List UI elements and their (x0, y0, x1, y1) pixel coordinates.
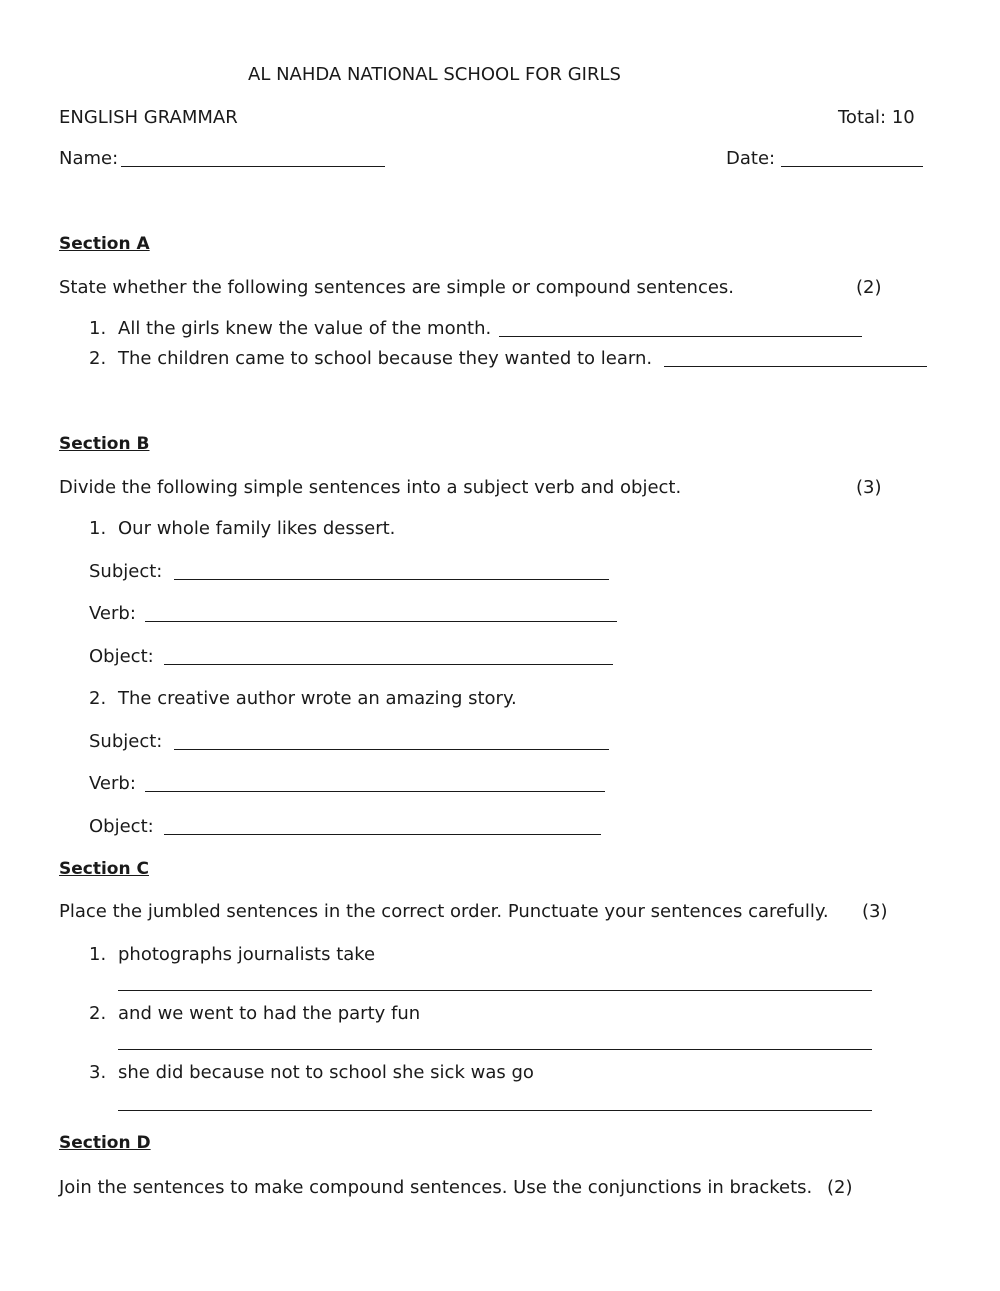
section-b-instruction: Divide the following simple sentences into a subject verb and object. (59, 477, 682, 498)
total-marks: Total: 10 (838, 107, 915, 128)
jumbled-sentence: she did because not to school she sick was go (118, 1062, 534, 1083)
answer-line[interactable] (118, 1110, 872, 1111)
sentence-text: Our whole family likes dessert. (118, 518, 396, 539)
section-c-instruction: Place the jumbled sentences in the correct order. Punctuate your sentences carefully. (59, 901, 829, 922)
item-number: 2. (89, 348, 107, 369)
item-number: 2. (89, 688, 107, 709)
name-input-line[interactable] (121, 166, 385, 167)
sentence-text: The children came to school because they wanted to learn. (118, 348, 653, 369)
date-label: Date: (726, 148, 776, 169)
jumbled-sentence: photographs journalists take (118, 944, 376, 965)
jumbled-sentence: and we went to had the party fun (118, 1003, 421, 1024)
section-b-title: Section B (59, 434, 150, 454)
object-answer-line[interactable] (164, 834, 601, 835)
item-number: 2. (89, 1003, 107, 1024)
section-a-marks: (2) (856, 277, 882, 298)
answer-line[interactable] (118, 990, 872, 991)
object-label: Object: (89, 816, 154, 837)
name-label: Name: (59, 148, 119, 169)
subject-answer-line[interactable] (174, 749, 609, 750)
verb-answer-line[interactable] (145, 791, 605, 792)
item-number: 3. (89, 1062, 107, 1083)
section-d-marks: (2) (827, 1177, 853, 1198)
item-number: 1. (89, 518, 107, 539)
subject-title: ENGLISH GRAMMAR (59, 107, 238, 128)
verb-answer-line[interactable] (145, 621, 617, 622)
answer-line[interactable] (118, 1049, 872, 1050)
item-number: 1. (89, 318, 107, 339)
verb-label: Verb: (89, 603, 136, 624)
date-input-line[interactable] (781, 166, 923, 167)
section-a-title: Section A (59, 234, 150, 254)
section-d-title: Section D (59, 1133, 151, 1153)
sentence-text: The creative author wrote an amazing story. (118, 688, 517, 709)
answer-line[interactable] (664, 366, 927, 367)
section-b-marks: (3) (856, 477, 882, 498)
subject-label: Subject: (89, 561, 163, 582)
school-name: AL NAHDA NATIONAL SCHOOL FOR GIRLS (248, 64, 621, 85)
item-number: 1. (89, 944, 107, 965)
verb-label: Verb: (89, 773, 136, 794)
object-answer-line[interactable] (164, 664, 613, 665)
section-d-instruction: Join the sentences to make compound sentences. Use the conjunctions in brackets. (59, 1177, 813, 1198)
section-a-instruction: State whether the following sentences are simple or compound sentences. (59, 277, 735, 298)
answer-line[interactable] (499, 336, 862, 337)
section-c-marks: (3) (862, 901, 888, 922)
subject-answer-line[interactable] (174, 579, 609, 580)
object-label: Object: (89, 646, 154, 667)
section-c-title: Section C (59, 859, 149, 879)
sentence-text: All the girls knew the value of the month. (118, 318, 492, 339)
subject-label: Subject: (89, 731, 163, 752)
